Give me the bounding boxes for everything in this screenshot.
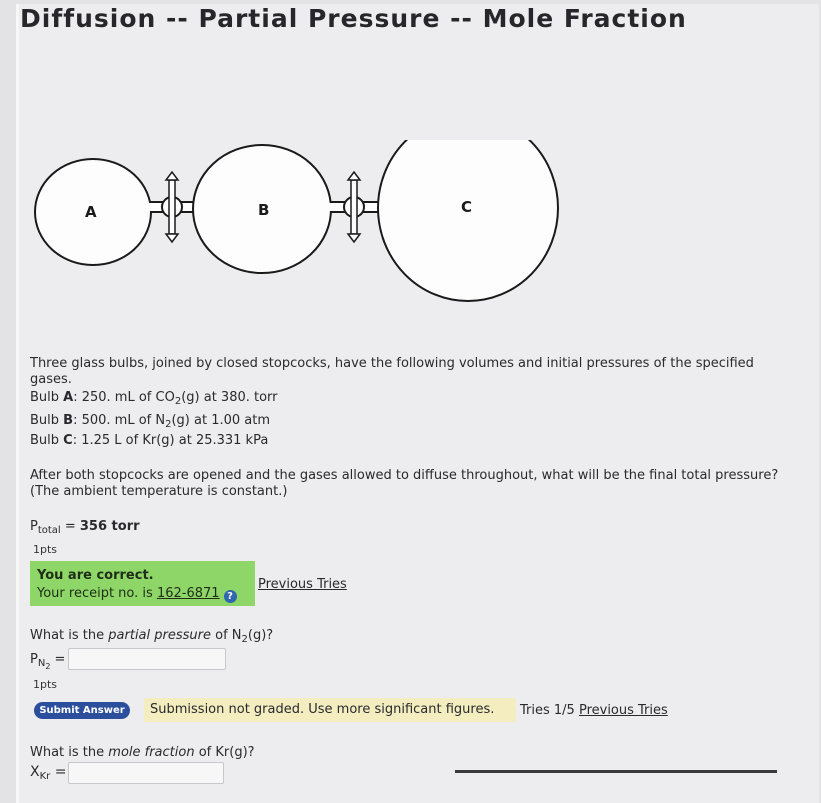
page-title: Diffusion -- Partial Pressure -- Mole Fraction: [20, 4, 687, 33]
stopcock-bc: [344, 172, 364, 242]
points-label: 1pts: [33, 678, 58, 691]
bulb-b-info: Bulb B: 500. mL of $N_2(g)$ at 1.00 atm: [30, 413, 271, 430]
previous-tries-link[interactable]: Previous Tries: [578, 703, 668, 718]
receipt-number: 162-6871: [156, 586, 220, 601]
tube-join: [380, 203, 390, 211]
tube-join: [227, 203, 237, 211]
bulb-c: [378, 140, 558, 301]
mole-fraction-input[interactable]: [68, 762, 224, 784]
question-partial-pressure: What is the partial pressure of $N_2(g)$?: [30, 628, 274, 645]
answer-mole-fraction-label: $X_{Kr}$ =: [30, 764, 67, 782]
help-icon[interactable]: ?: [224, 590, 237, 603]
bulb-b-label: B: [258, 201, 270, 219]
submission-message: Submission not graded. Use more significant figures.: [144, 698, 516, 722]
divider: [455, 770, 777, 773]
answer-total-value: 356 torr: [79, 519, 140, 534]
tries-info: [520, 703, 668, 718]
bulb-a-label: A: [85, 203, 97, 221]
tube-join: [326, 203, 340, 211]
submit-answer-button[interactable]: Submit Answer: [34, 702, 130, 719]
bulb-a-info: Bulb A: 250. mL of $CO_2(g)$ at 380. torr: [30, 390, 278, 407]
bulb-c-info: Bulb C: 1.25 L of Kr(g) at 25.331 kPa: [30, 433, 269, 448]
question-mole-fraction: What is the mole fraction of Kr(g)?: [30, 745, 255, 760]
bulb-diagram: [28, 140, 568, 310]
tube-join: [147, 203, 161, 211]
tries-count: Tries 1/5: [520, 703, 575, 718]
correct-message: You are correct.: [37, 568, 154, 583]
answer-partial-pressure-label: $P_{N_2}$ =: [30, 652, 66, 671]
intro-text: Three glass bulbs, joined by closed stopcocks, have the following volumes and initial pressures of the specified gases.: [30, 356, 754, 387]
correct-feedback: [30, 561, 255, 606]
stopcock-ab: [162, 172, 182, 242]
question-total-pressure: After both stopcocks are opened and the gases allowed to diffuse throughout, what will be the final total pressure? (The ambient temperature is constant.): [30, 468, 779, 499]
points-label: 1pts: [33, 543, 58, 556]
previous-tries-link[interactable]: Previous Tries: [258, 577, 347, 592]
partial-pressure-input[interactable]: [68, 648, 226, 670]
receipt-line: Your receipt no. is 162-6871 ?: [37, 586, 237, 603]
answer-total-pressure: $P_{total} = 356$ torr: [30, 519, 140, 536]
bulb-c-label: C: [461, 198, 473, 216]
